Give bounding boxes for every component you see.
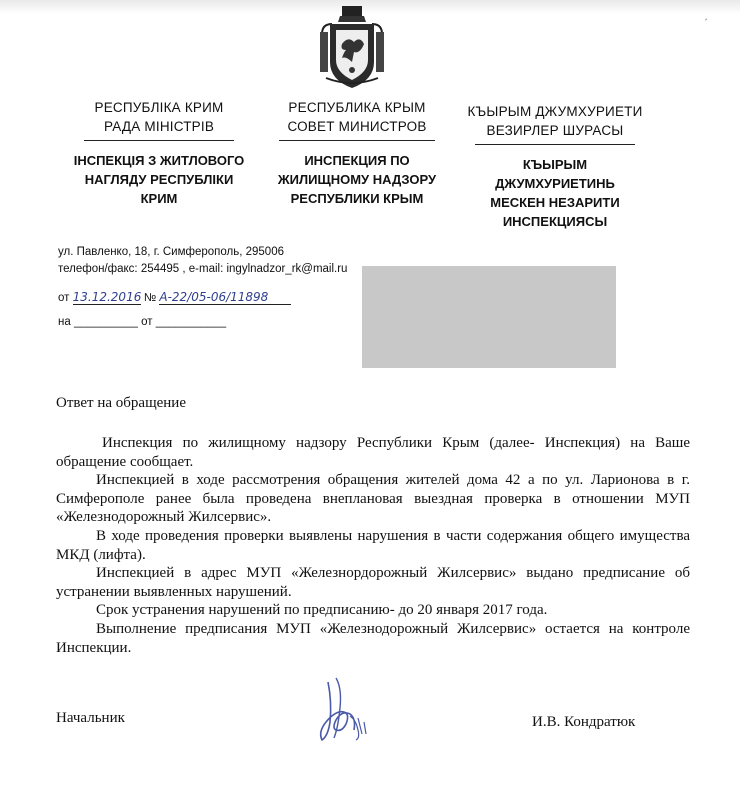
ua-org-line1: ІНСПЕКЦІЯ З ЖИТЛОВОГО [73,153,245,168]
ru-org-line3: РЕСПУБЛИКИ КРЫМ [290,191,424,206]
from2-blank: ___________ [155,316,227,328]
ru-council-line: СОВЕТ МИНИСТРОВ [287,119,427,134]
ua-republic-line: РЕСПУБЛІКА КРИМ [94,100,224,115]
body-paragraph: Инспекцией в адрес МУП «Железнордорожный Жилсервис» выдано предписание об устранении выявленных нарушений. [56,565,690,600]
phone-email-line: телефон/факс: 254495 , e-mail: ingylnadzor_rk@mail.ru [58,263,348,275]
header-crimean-tatar [460,102,650,231]
ct-org-line2: ДЖУМХУРИЕТИНЬ [495,176,615,191]
from2-label: от [141,316,153,328]
header-russian [262,98,452,208]
on-label: на [58,316,71,328]
ct-rule [475,144,635,145]
body-paragraph: В ходе проведения проверки выявлены нарушения в части содержания общего имущества МКД (лифта). [56,527,690,563]
ru-republic-line: РЕСПУБЛИКА КРЫМ [288,100,426,115]
body-paragraph: Инспекцией в ходе рассмотрения обращения жителей дома 42 а по ул. Ларионова в г. Симферополе ранее была проведена внеплановая выездная проверка в отношении МУП «Железнодорожный Жилсервис». [56,472,690,526]
number-label: № [143,292,157,304]
signatory-title: Начальник [56,710,125,726]
ru-org-line1: ИНСПЕКЦИЯ ПО [304,153,410,168]
ru-org-line2: ЖИЛИЩНОМУ НАДЗОРУ [277,172,437,187]
contact-block [58,244,347,278]
body-paragraph: Инспекция по жилищному надзору Республики Крым (далее- Инспекция) на Ваше обращение сообщает. [56,435,690,470]
header-ukrainian [64,98,254,208]
ua-org-line2: НАГЛЯДУ РЕСПУБЛІКИ [84,172,234,187]
ua-council-line: РАДА МІНІСТРІВ [103,119,215,134]
address-line: ул. Павленко, 18, г. Симферополь, 295006 [58,246,284,258]
body-paragraph: Выполнение предписания МУП «Железнодорожный Жилсервис» остается на контроле Инспекции. [56,620,690,656]
incoming-registration [58,316,226,328]
ct-council-line: ВЕЗИРЛЕР ШУРАСЫ [486,123,624,138]
ct-org-line3: МЕСКЕН НЕЗАРИТИ [490,195,620,210]
ua-org-line3: КРИМ [140,191,178,206]
handwritten-signature [306,672,376,748]
ct-org-line1: КЪЫРЫМ [522,157,588,172]
letter-body [56,434,690,657]
on-blank: __________ [73,316,138,328]
ru-rule [279,140,435,141]
ua-rule [84,140,234,141]
registration-date: 13.12.2016 [72,290,142,304]
letter-subject: Ответ на обращение [56,395,186,411]
scan-mark: ˊ [704,16,708,30]
body-paragraph: Срок устранения нарушений по предписанию- до 20 января 2017 года. [96,602,548,619]
coat-of-arms-emblem [316,4,388,92]
registration-number: А-22/05-06/11898 [159,290,291,305]
ct-org-line4: ИНСПЕКЦИЯСЫ [502,214,608,229]
signatory-name: И.В. Кондратюк [532,714,636,730]
redacted-recipient-block [362,266,616,368]
outgoing-registration [58,290,291,305]
ct-republic-line: КЪЫРЫМ ДЖУМХУРИЕТИ [467,104,643,119]
from-label: от [58,292,70,304]
